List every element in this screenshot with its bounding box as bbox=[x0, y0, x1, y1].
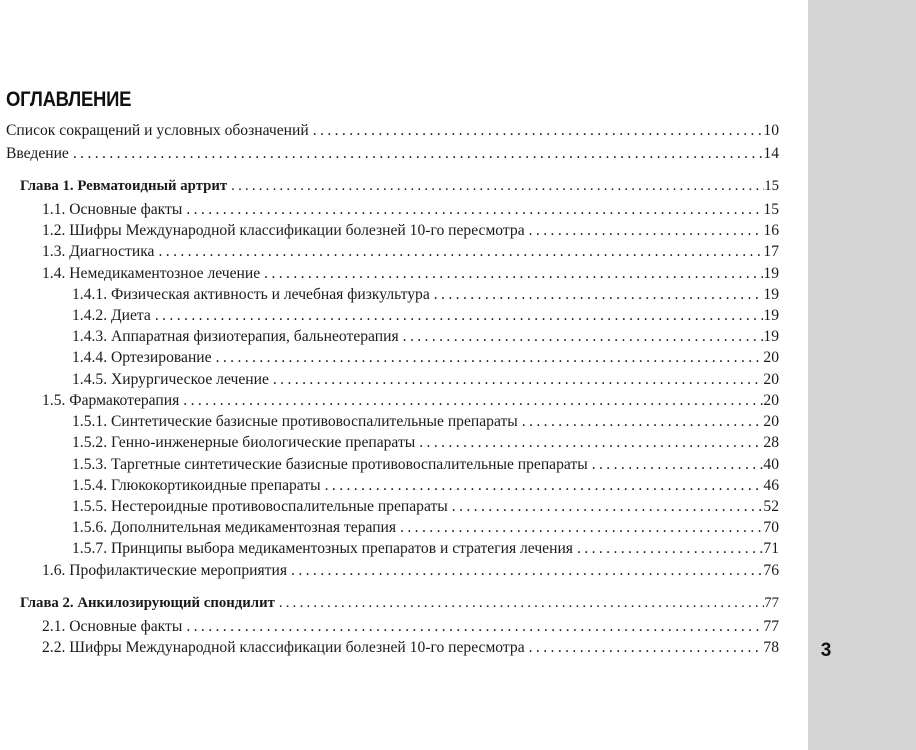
toc-entry-label: 2.1. Основные факты bbox=[42, 618, 183, 635]
toc-entry-page: 52 bbox=[763, 498, 779, 515]
toc-entry-label: 1.5.3. Таргетные синтетические базисные противовоспалительные препараты bbox=[72, 456, 588, 473]
toc-entry-page: 76 bbox=[763, 562, 779, 579]
toc-entry-label: 1.4.3. Аппаратная физиотерапия, бальнеотерапия bbox=[72, 328, 399, 345]
dot-leader bbox=[287, 561, 763, 581]
toc-entry-label: 1.4. Немедикаментозное лечение bbox=[42, 265, 261, 282]
dot-leader bbox=[227, 176, 764, 196]
toc-entry-page: 70 bbox=[763, 519, 779, 536]
dot-leader bbox=[399, 327, 764, 347]
toc-entry-label: 1.1. Основные факты bbox=[42, 201, 183, 218]
toc-entry-label: 1.2. Шифры Международной классификации болезней 10-го пересмотра bbox=[42, 222, 525, 239]
toc-entry-label: 1.4.2. Диета bbox=[72, 307, 151, 324]
toc-entry-chapter-2[interactable] bbox=[20, 593, 779, 613]
toc-entry-page: 20 bbox=[763, 349, 779, 366]
toc-entry-page: 46 bbox=[763, 477, 779, 494]
dot-leader bbox=[448, 497, 764, 517]
toc-entry-page: 19 bbox=[763, 265, 779, 282]
toc-entry-page: 40 bbox=[763, 456, 779, 473]
toc-entry-page: 19 bbox=[763, 328, 779, 345]
dot-leader bbox=[321, 476, 764, 496]
toc-entry-label: 1.5.4. Глюкокортикоидные препараты bbox=[72, 477, 321, 494]
toc-entry-1-6[interactable] bbox=[42, 561, 779, 581]
toc-entry-label: 1.5.7. Принципы выбора медикаментозных препаратов и стратегия лечения bbox=[72, 540, 573, 557]
toc-entry-label: 1.4.1. Физическая активность и лечебная физкультура bbox=[72, 286, 430, 303]
dot-leader bbox=[212, 348, 764, 368]
toc-entry-label: 1.5.5. Нестероидные противовоспалительные препараты bbox=[72, 498, 448, 515]
toc-entry-page: 19 bbox=[763, 307, 779, 324]
dot-leader bbox=[430, 285, 764, 305]
dot-leader bbox=[525, 638, 764, 658]
dot-leader bbox=[154, 242, 763, 262]
toc-entry-label: 1.4.5. Хирургическое лечение bbox=[72, 371, 269, 388]
toc-entry-page: 20 bbox=[763, 371, 779, 388]
toc-entry-label: 1.5.2. Генно-инженерные биологические препараты bbox=[72, 434, 416, 451]
dot-leader bbox=[69, 144, 764, 164]
toc-entry-1-4-1[interactable] bbox=[72, 285, 779, 305]
toc-entry-1-5-4[interactable] bbox=[72, 476, 779, 496]
toc-entry-page: 16 bbox=[763, 222, 779, 239]
toc-entry-label: 1.5. Фармакотерапия bbox=[42, 392, 180, 409]
toc-entry-label: 2.2. Шифры Международной классификации болезней 10-го пересмотра bbox=[42, 639, 525, 656]
toc-entry-1-4-2[interactable] bbox=[72, 306, 779, 326]
toc-entry-page: 20 bbox=[763, 392, 779, 409]
toc-entry-1-5-5[interactable] bbox=[72, 497, 779, 517]
page-margin-strip bbox=[808, 0, 916, 750]
toc-entry-label: 1.5.1. Синтетические базисные противовоспалительные препараты bbox=[72, 413, 518, 430]
toc-entry-label: 1.4.4. Ортезирование bbox=[72, 349, 212, 366]
toc-entry-label: Глава 1. Ревматоидный артрит bbox=[20, 178, 228, 194]
toc-entry-1-1[interactable] bbox=[42, 200, 779, 220]
toc-entry-2-2[interactable] bbox=[42, 638, 779, 658]
toc-entry-introduction[interactable] bbox=[6, 144, 779, 164]
dot-leader bbox=[309, 121, 764, 141]
toc-entry-label: 1.3. Диагностика bbox=[42, 243, 155, 260]
page-number: 3 bbox=[820, 640, 832, 661]
toc-entry-1-5-7[interactable] bbox=[72, 539, 779, 559]
dot-leader bbox=[525, 221, 764, 241]
dot-leader bbox=[588, 455, 764, 475]
toc-entry-1-3[interactable] bbox=[42, 242, 779, 262]
toc-entry-1-2[interactable] bbox=[42, 221, 779, 241]
dot-leader bbox=[415, 433, 763, 453]
toc-entry-1-5[interactable] bbox=[42, 391, 779, 411]
toc-entry-page: 10 bbox=[763, 122, 779, 139]
dot-leader bbox=[179, 391, 763, 411]
dot-leader bbox=[518, 412, 764, 432]
dot-leader bbox=[260, 264, 763, 284]
dot-leader bbox=[151, 306, 764, 326]
toc-entry-page: 78 bbox=[763, 639, 779, 656]
toc-entry-page: 14 bbox=[763, 145, 779, 162]
toc-entry-1-5-3[interactable] bbox=[72, 455, 779, 475]
toc-entry-1-4[interactable] bbox=[42, 264, 779, 284]
toc-entry-label: Введение bbox=[6, 145, 69, 162]
dot-leader bbox=[275, 593, 764, 613]
toc-entry-label: 1.6. Профилактические мероприятия bbox=[42, 562, 288, 579]
toc-entry-page: 20 bbox=[763, 413, 779, 430]
toc-entry-page: 19 bbox=[763, 286, 779, 303]
toc-entry-page: 17 bbox=[763, 243, 779, 260]
toc-entry-1-4-3[interactable] bbox=[72, 327, 779, 347]
toc-entry-page: 15 bbox=[763, 201, 779, 218]
toc-entry-page: 28 bbox=[763, 434, 779, 451]
toc-entry-abbreviations[interactable] bbox=[6, 121, 779, 141]
toc-entry-1-4-4[interactable] bbox=[72, 348, 779, 368]
dot-leader bbox=[182, 200, 763, 220]
toc-entry-label: 1.5.6. Дополнительная медикаментозная терапия bbox=[72, 519, 397, 536]
toc-entry-label: Список сокращений и условных обозначений bbox=[6, 122, 309, 139]
toc-entry-page: 15 bbox=[764, 178, 779, 194]
toc-entry-1-5-1[interactable] bbox=[72, 412, 779, 432]
toc-title: ОГЛАВЛЕНИЕ bbox=[6, 88, 132, 111]
toc-entry-1-5-6[interactable] bbox=[72, 518, 779, 538]
toc-entry-page: 77 bbox=[764, 595, 779, 611]
toc-entry-label: Глава 2. Анкилозирующий спондилит bbox=[20, 595, 275, 611]
dot-leader bbox=[396, 518, 763, 538]
toc-entry-page: 71 bbox=[763, 540, 779, 557]
dot-leader bbox=[573, 539, 763, 559]
toc-entry-page: 77 bbox=[763, 618, 779, 635]
dot-leader bbox=[269, 370, 764, 390]
toc-entry-1-5-2[interactable] bbox=[72, 433, 779, 453]
toc-entry-chapter-1[interactable] bbox=[20, 176, 779, 196]
toc-entry-2-1[interactable] bbox=[42, 617, 779, 637]
dot-leader bbox=[182, 617, 763, 637]
toc-entry-1-4-5[interactable] bbox=[72, 370, 779, 390]
